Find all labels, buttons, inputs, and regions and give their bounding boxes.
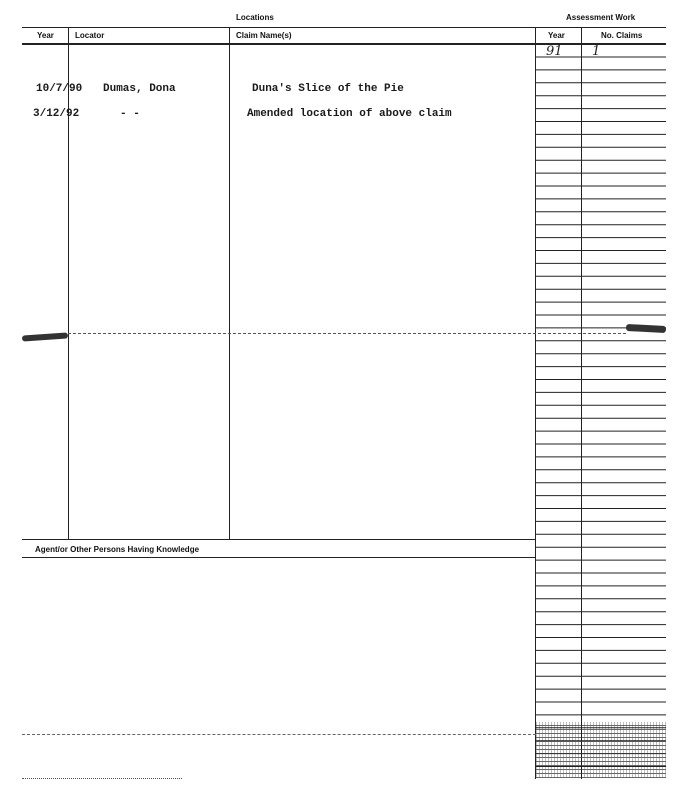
column-header-assessment-year: Year xyxy=(548,31,565,40)
entry-2-claim-name: Amended location of above claim xyxy=(247,108,452,120)
entry-2-year: 3/12/92 xyxy=(33,108,80,120)
entry-1-year: 10/7/90 xyxy=(36,83,83,95)
column-header-year: Year xyxy=(37,31,54,40)
assessment-entry-count: 1 xyxy=(592,44,601,59)
entry-1-claim-name: Duna's Slice of the Pie xyxy=(252,83,404,95)
column-header-number-of-claims: No. Claims xyxy=(601,31,643,40)
column-header-claim-names: Claim Name(s) xyxy=(236,31,292,40)
bottom-scan-noise xyxy=(22,734,536,735)
bottom-right-scan-noise xyxy=(536,722,666,778)
bottom-scan-noise-lower xyxy=(22,778,182,779)
agent-section-label: Agent/or Other Persons Having Knowledge xyxy=(35,545,200,554)
column-header-locator: Locator xyxy=(75,31,105,40)
assessment-work-title: Assessment Work xyxy=(566,13,636,22)
entry-2-locator: - - xyxy=(120,108,140,120)
locations-title: Locations xyxy=(236,13,274,22)
entry-1-locator: Dumas, Dona xyxy=(103,83,176,95)
fold-line xyxy=(68,333,626,334)
assessment-entry-year: 91 xyxy=(546,44,563,59)
